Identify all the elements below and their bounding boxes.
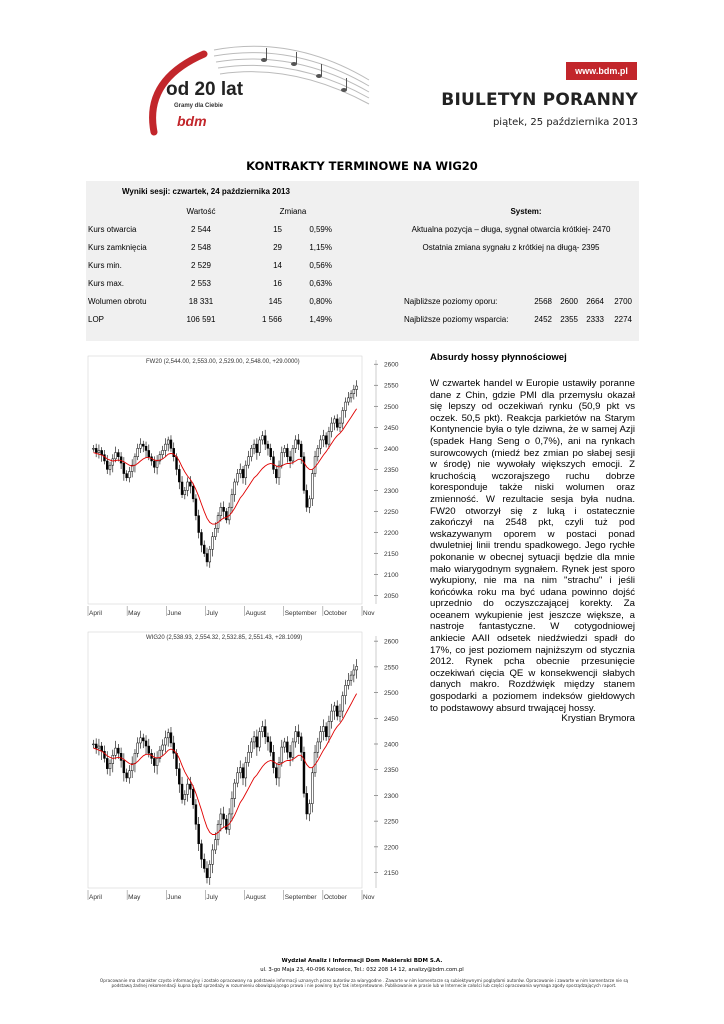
candle-body (322, 727, 324, 732)
support-level: 2452 (534, 315, 552, 324)
candle-body (112, 755, 114, 763)
candle-body (295, 440, 297, 448)
candle-body (292, 448, 294, 461)
candle-body (109, 465, 111, 469)
candle-body (261, 727, 263, 732)
candle-body (223, 507, 225, 511)
article-author: Krystian Brymora (561, 713, 635, 724)
candle-body (256, 444, 258, 452)
candle-body (140, 738, 142, 743)
candle-body (242, 768, 244, 778)
candle-body (178, 769, 180, 784)
candle-body (236, 773, 238, 783)
candle-body (253, 737, 255, 742)
candle-body (220, 814, 222, 824)
y-tick-label: 2300 (384, 792, 399, 800)
candle-body (214, 528, 216, 536)
row-change-pct: 1,15% (309, 243, 332, 252)
candle-body (106, 461, 108, 469)
candle-body (142, 738, 144, 741)
candle-body (245, 465, 247, 478)
system-current-position: Aktualna pozycja – długa, sygnał otwarcia krótkiej- 2470 (411, 225, 611, 234)
candle-body (137, 448, 139, 456)
candle-body (281, 453, 283, 466)
candle-body (101, 746, 103, 751)
row-change: 29 (273, 243, 282, 252)
row-change-pct: 0,80% (309, 297, 332, 306)
row-change: 1 566 (261, 315, 282, 324)
candle-body (300, 444, 302, 457)
candle-body (353, 389, 355, 393)
candle-body (212, 537, 214, 550)
candle-body (331, 423, 333, 431)
candle-body (231, 495, 233, 508)
y-tick-label: 2450 (384, 424, 399, 432)
x-tick-label: April (89, 610, 103, 617)
website-badge[interactable]: www.bdm.pl (566, 62, 637, 80)
candle-body (259, 440, 261, 453)
candle-body (148, 746, 150, 753)
candle-body (342, 696, 344, 711)
candle-body (134, 457, 136, 465)
x-tick-label: July (206, 610, 218, 617)
candle-body (300, 737, 302, 752)
candle-body (200, 532, 202, 545)
candle-body (170, 440, 172, 448)
row-value: 2 553 (190, 279, 212, 288)
candle-body (178, 469, 180, 482)
section-title: KONTRAKTY TERMINOWE NA WIG20 (246, 159, 478, 173)
article-title: Absurdy hossy płynnościowej (430, 352, 567, 363)
candle-body (336, 419, 338, 427)
candle-body (123, 760, 125, 772)
row-value: 18 331 (188, 297, 214, 306)
candle-body (328, 721, 330, 736)
candle-body (314, 752, 316, 773)
fw20-chart-svg (86, 350, 406, 626)
candle-body (128, 771, 130, 778)
x-tick-label: April (89, 894, 103, 901)
candle-body (289, 457, 291, 461)
candle-body (281, 747, 283, 762)
fw20-chart (86, 350, 406, 626)
candle-body (98, 746, 100, 748)
candle-body (297, 440, 299, 444)
candle-body (261, 436, 263, 440)
candle-body (256, 737, 258, 747)
footer-contact: ul. 3-go Maja 23, 40-096 Katowice, Tel.: 032 208 14 12, analizy@bdm.com.pl (260, 967, 464, 973)
candle-body (156, 461, 158, 467)
candle-body (120, 457, 122, 463)
footer-company: Wydział Analiz i Informacji Dom Maklerski BDM S.A. (281, 958, 443, 964)
candle-body (350, 394, 352, 398)
x-tick-label: Nov (363, 894, 375, 901)
candle-body (120, 753, 122, 760)
candle-body (164, 444, 166, 450)
y-tick-label: 2050 (384, 593, 399, 601)
article-body: W czwartek handel w Europie ustawiły poranne dane z Chin, gdzie PMI dla przemysłu okazał się lepszy od oczekiwań rynku (50,9 pkt vs oczek. 50,5 pkt). Reakcja parkietów na Starym Kontynencie była o tyle dziwna, że w samej Azji (spadek Hang Seng o 0,7%), ani na rynkach surowcowych (miedź bez zmian po słabej sesji w środę) nie wywołały większych emocji. Z kruchością wczorajszego ruchu dobrze koresponduje także niski wolumen oraz zmienność. W rezultacie sesja była nudna. FW20 otworzył się z luką i ostatecznie zakończył na 2548 pkt, czyli tuż pod wskazywanym oporem w postaci ponad dwuletniej linii trendu spadkowego. Jego rychłe pokonanie w obecnej sytuacji będzie dla mnie mało wiarygodnym sygnałem. Rynek jest sporo wykupiony, nie ma na nim "strachu" i jeśli końcówka roku ma być udana powinno dojść uprzednio do oczyszczającej korekty. Za oceanem wykupienie jest jeszcze większe, a nastroje fantastyczne. W cotygodniowej ankiecie AAII odsetek niedźwiedzi spadł do 17%, co jest poziomem najniższym od stycznia 2012. Rynek pcha obecnie przesunięcie oczekiwań cięcia QE w konsekwencji słabych danych makro. Rozdźwięk między stanem gospodarki a poziomem indeksów giełdowych to podstawowy absurd trwającej hossy. (430, 378, 635, 714)
candle-body (126, 474, 128, 478)
candle-body (325, 436, 327, 444)
candle-body (350, 675, 352, 680)
row-value: 106 591 (186, 315, 216, 324)
candle-body (353, 670, 355, 675)
candle-body (203, 859, 205, 868)
bdm-logo (144, 40, 374, 140)
candle-body (117, 453, 119, 457)
candle-body (336, 706, 338, 716)
y-tick-label: 2600 (384, 638, 399, 646)
candle-body (322, 436, 324, 440)
candle-body (181, 784, 183, 799)
candle-body (284, 742, 286, 747)
candle-body (192, 789, 194, 804)
candle-body (167, 440, 169, 444)
candle-body (356, 386, 358, 389)
candle-body (95, 448, 97, 452)
logo-main-text: od 20 lat (166, 79, 244, 100)
candle-body (306, 490, 308, 507)
candle-body (162, 450, 164, 454)
candle-body (170, 733, 172, 743)
candle-body (184, 794, 186, 799)
chart-frame (88, 356, 362, 604)
candle-body (311, 773, 313, 804)
candle-body (220, 507, 222, 515)
row-label: LOP (88, 315, 105, 324)
candle-body (273, 457, 275, 470)
candle-body (98, 450, 100, 452)
candle-body (284, 448, 286, 452)
candle-body (347, 398, 349, 402)
row-change: 145 (268, 297, 282, 306)
candle-body (295, 732, 297, 742)
candle-body (145, 446, 147, 450)
bulletin-date: piątek, 25 października 2013 (492, 117, 638, 128)
y-tick-label: 2450 (384, 715, 399, 723)
row-label: Kurs min. (88, 261, 122, 270)
candle-body (270, 742, 272, 752)
y-tick-label: 2400 (384, 741, 399, 749)
y-tick-label: 2200 (384, 529, 399, 537)
candle-body (345, 402, 347, 410)
footer-disclaimer: Opracowanie ma charakter czysto informacyjny i zostało opracowany na podstawie informacji uznanych przez autorów za wiarygodne . Zawarte w nim komentarze są subiektywnymi poglądami autorów. Opracowanie i zawarte w nim komentarze nie są podstawą żadnej rekomendacji kupna bądź sprzedaży w rozumieniu obowiązującego prawa i nie powinny być tak interpretowane. Publikowanie w prasie lub w Internecie całości lub części opracowania wymaga zgody sporządzających raport. (99, 978, 629, 989)
y-tick-label: 2150 (384, 551, 399, 559)
y-tick-label: 2200 (384, 844, 399, 852)
candle-body (206, 554, 208, 562)
x-tick-label: Nov (363, 610, 375, 617)
candle-body (173, 448, 175, 456)
candle-body (250, 448, 252, 456)
candle-body (333, 706, 335, 711)
row-value: 2 548 (190, 243, 212, 252)
resistance-level: 2664 (586, 297, 604, 306)
candle-body (209, 549, 211, 562)
chart-frame (88, 632, 362, 888)
x-tick-label: September (284, 894, 317, 901)
bulletin-title: BIULETYN PORANNY (441, 90, 638, 110)
logo-sub-text: Gramy dla Ciebie (174, 103, 224, 109)
row-change-pct: 0,63% (309, 279, 332, 288)
candle-body (225, 511, 227, 519)
candle-body (234, 482, 236, 495)
col-header-value: Wartość (186, 207, 216, 216)
x-tick-label: October (323, 894, 347, 901)
candle-body (242, 469, 244, 477)
candle-body (356, 666, 358, 670)
candle-body (248, 752, 250, 762)
y-tick-label: 2250 (384, 818, 399, 826)
candle-body (142, 444, 144, 446)
y-tick-label: 2600 (384, 361, 399, 369)
y-tick-label: 2150 (384, 870, 399, 878)
candle-body (275, 469, 277, 477)
row-change-pct: 1,49% (309, 315, 332, 324)
candle-body (228, 507, 230, 520)
candle-body (333, 419, 335, 423)
candle-body (140, 444, 142, 448)
support-level: 2355 (560, 315, 578, 324)
y-tick-label: 2350 (384, 466, 399, 474)
candle-body (339, 423, 341, 427)
y-tick-label: 2550 (384, 382, 399, 390)
candle-body (123, 463, 125, 474)
row-label: Kurs zamknięcia (88, 243, 147, 252)
wig20-chart (86, 626, 406, 910)
candle-body (286, 742, 288, 752)
candle-body (187, 784, 189, 794)
y-tick-label: 2500 (384, 403, 399, 411)
candle-body (297, 732, 299, 737)
system-label: System: (510, 207, 542, 216)
candle-body (342, 410, 344, 423)
row-value: 2 529 (190, 261, 212, 270)
candle-body (223, 814, 225, 819)
candle-body (184, 490, 186, 494)
resistance-level: 2568 (534, 297, 552, 306)
candle-body (253, 444, 255, 448)
candle-body (164, 738, 166, 745)
candle-body (134, 753, 136, 763)
y-tick-label: 2350 (384, 767, 399, 775)
row-change: 15 (273, 225, 282, 234)
candle-body (275, 768, 277, 778)
candle-body (270, 448, 272, 456)
candle-body (209, 864, 211, 877)
candle-body (214, 840, 216, 850)
candle-body (339, 711, 341, 716)
row-change: 16 (273, 279, 282, 288)
candle-body (250, 742, 252, 752)
x-tick-label: June (167, 894, 182, 901)
resistance-level: 2700 (614, 297, 632, 306)
y-tick-label: 2300 (384, 487, 399, 495)
candle-body (181, 482, 183, 495)
candle-body (156, 758, 158, 765)
candle-body (311, 474, 313, 499)
candle-body (189, 482, 191, 486)
chart-title: FW20 (2,544.00, 2,553.00, 2,529.00, 2,548.00, +29.0000) (146, 359, 300, 365)
candle-body (236, 474, 238, 482)
system-last-change: Ostatnia zmiana sygnału z krótkiej na długą- 2395 (422, 243, 600, 252)
x-tick-label: October (323, 610, 347, 617)
candle-body (267, 444, 269, 448)
candle-body (273, 752, 275, 767)
candle-body (264, 727, 266, 737)
candle-body (115, 748, 117, 755)
candle-body (306, 793, 308, 814)
row-change-pct: 0,59% (309, 225, 332, 234)
y-tick-label: 2250 (384, 508, 399, 516)
candle-body (176, 753, 178, 768)
y-tick-label: 2500 (384, 690, 399, 698)
row-label: Kurs otwarcia (88, 225, 137, 234)
candle-body (109, 764, 111, 769)
row-label: Kurs max. (88, 279, 125, 288)
moving-average-line (93, 694, 356, 835)
candle-body (325, 727, 327, 737)
x-tick-label: August (245, 610, 266, 617)
candle-body (148, 450, 150, 456)
wig20-chart-svg (86, 626, 406, 910)
candle-body (239, 768, 241, 773)
logo-brand-text: bdm (177, 113, 207, 129)
support-level: 2333 (586, 315, 604, 324)
row-value: 2 544 (190, 225, 212, 234)
candle-body (195, 499, 197, 516)
x-tick-label: May (128, 610, 141, 617)
candle-body (145, 741, 147, 746)
col-header-change: Zmiana (279, 207, 307, 216)
candle-body (347, 680, 349, 685)
y-tick-label: 2400 (384, 445, 399, 453)
candle-body (92, 744, 94, 745)
row-label: Wolumen obrotu (88, 297, 147, 306)
candle-body (206, 868, 208, 877)
candle-body (106, 758, 108, 768)
candle-body (314, 457, 316, 474)
candle-body (345, 685, 347, 695)
candle-body (267, 737, 269, 742)
candle-body (126, 773, 128, 778)
candle-body (231, 799, 233, 814)
candle-body (195, 805, 197, 825)
candle-body (153, 758, 155, 765)
y-tick-label: 2550 (384, 664, 399, 672)
candle-body (264, 436, 266, 444)
candle-body (248, 457, 250, 465)
candle-body (187, 482, 189, 490)
candle-body (200, 844, 202, 859)
candle-body (173, 743, 175, 753)
row-change-pct: 0,56% (309, 261, 332, 270)
candle-body (192, 486, 194, 499)
candle-body (115, 453, 117, 459)
row-change: 14 (273, 261, 282, 270)
candle-body (153, 461, 155, 467)
candle-body (198, 516, 200, 533)
resistance-label: Najbliższe poziomy oporu: (404, 297, 498, 306)
candle-body (189, 784, 191, 789)
candle-body (317, 742, 319, 752)
x-tick-label: May (128, 894, 141, 901)
candle-body (320, 440, 322, 448)
candle-body (95, 744, 97, 748)
resistance-level: 2600 (560, 297, 578, 306)
support-level: 2274 (614, 315, 632, 324)
x-tick-label: July (206, 894, 218, 901)
y-tick-label: 2100 (384, 572, 399, 580)
candle-body (228, 814, 230, 829)
candle-body (320, 732, 322, 742)
candle-body (245, 763, 247, 778)
session-label: Wyniki sesji: czwartek, 24 października 2013 (122, 187, 290, 196)
candle-body (309, 499, 311, 507)
candle-body (198, 824, 200, 844)
candle-body (239, 469, 241, 473)
candle-body (117, 748, 119, 753)
candle-body (212, 850, 214, 864)
support-label: Najbliższe poziomy wsparcia: (404, 315, 509, 324)
candle-body (162, 745, 164, 750)
candle-body (92, 448, 94, 449)
logo-graphic (144, 40, 374, 140)
candle-body (309, 804, 311, 814)
candle-body (225, 819, 227, 829)
candle-body (289, 752, 291, 757)
chart-title: WIG20 (2,538.93, 2,554.32, 2,532.85, 2,551.43, +28.1099) (146, 635, 303, 641)
candle-body (317, 448, 319, 456)
x-tick-label: June (167, 610, 182, 617)
candle-body (203, 545, 205, 553)
candle-body (259, 732, 261, 747)
x-tick-label: September (284, 610, 317, 617)
candle-body (128, 471, 130, 477)
candle-body (137, 743, 139, 753)
candle-body (286, 448, 288, 456)
candle-body (328, 432, 330, 445)
candle-body (234, 783, 236, 798)
candle-body (292, 742, 294, 757)
x-tick-label: August (245, 894, 266, 901)
candle-body (101, 450, 103, 454)
session-results-panel (86, 181, 639, 341)
candle-body (112, 459, 114, 465)
candle-body (331, 711, 333, 721)
candle-body (176, 457, 178, 470)
candle-body (167, 733, 169, 738)
